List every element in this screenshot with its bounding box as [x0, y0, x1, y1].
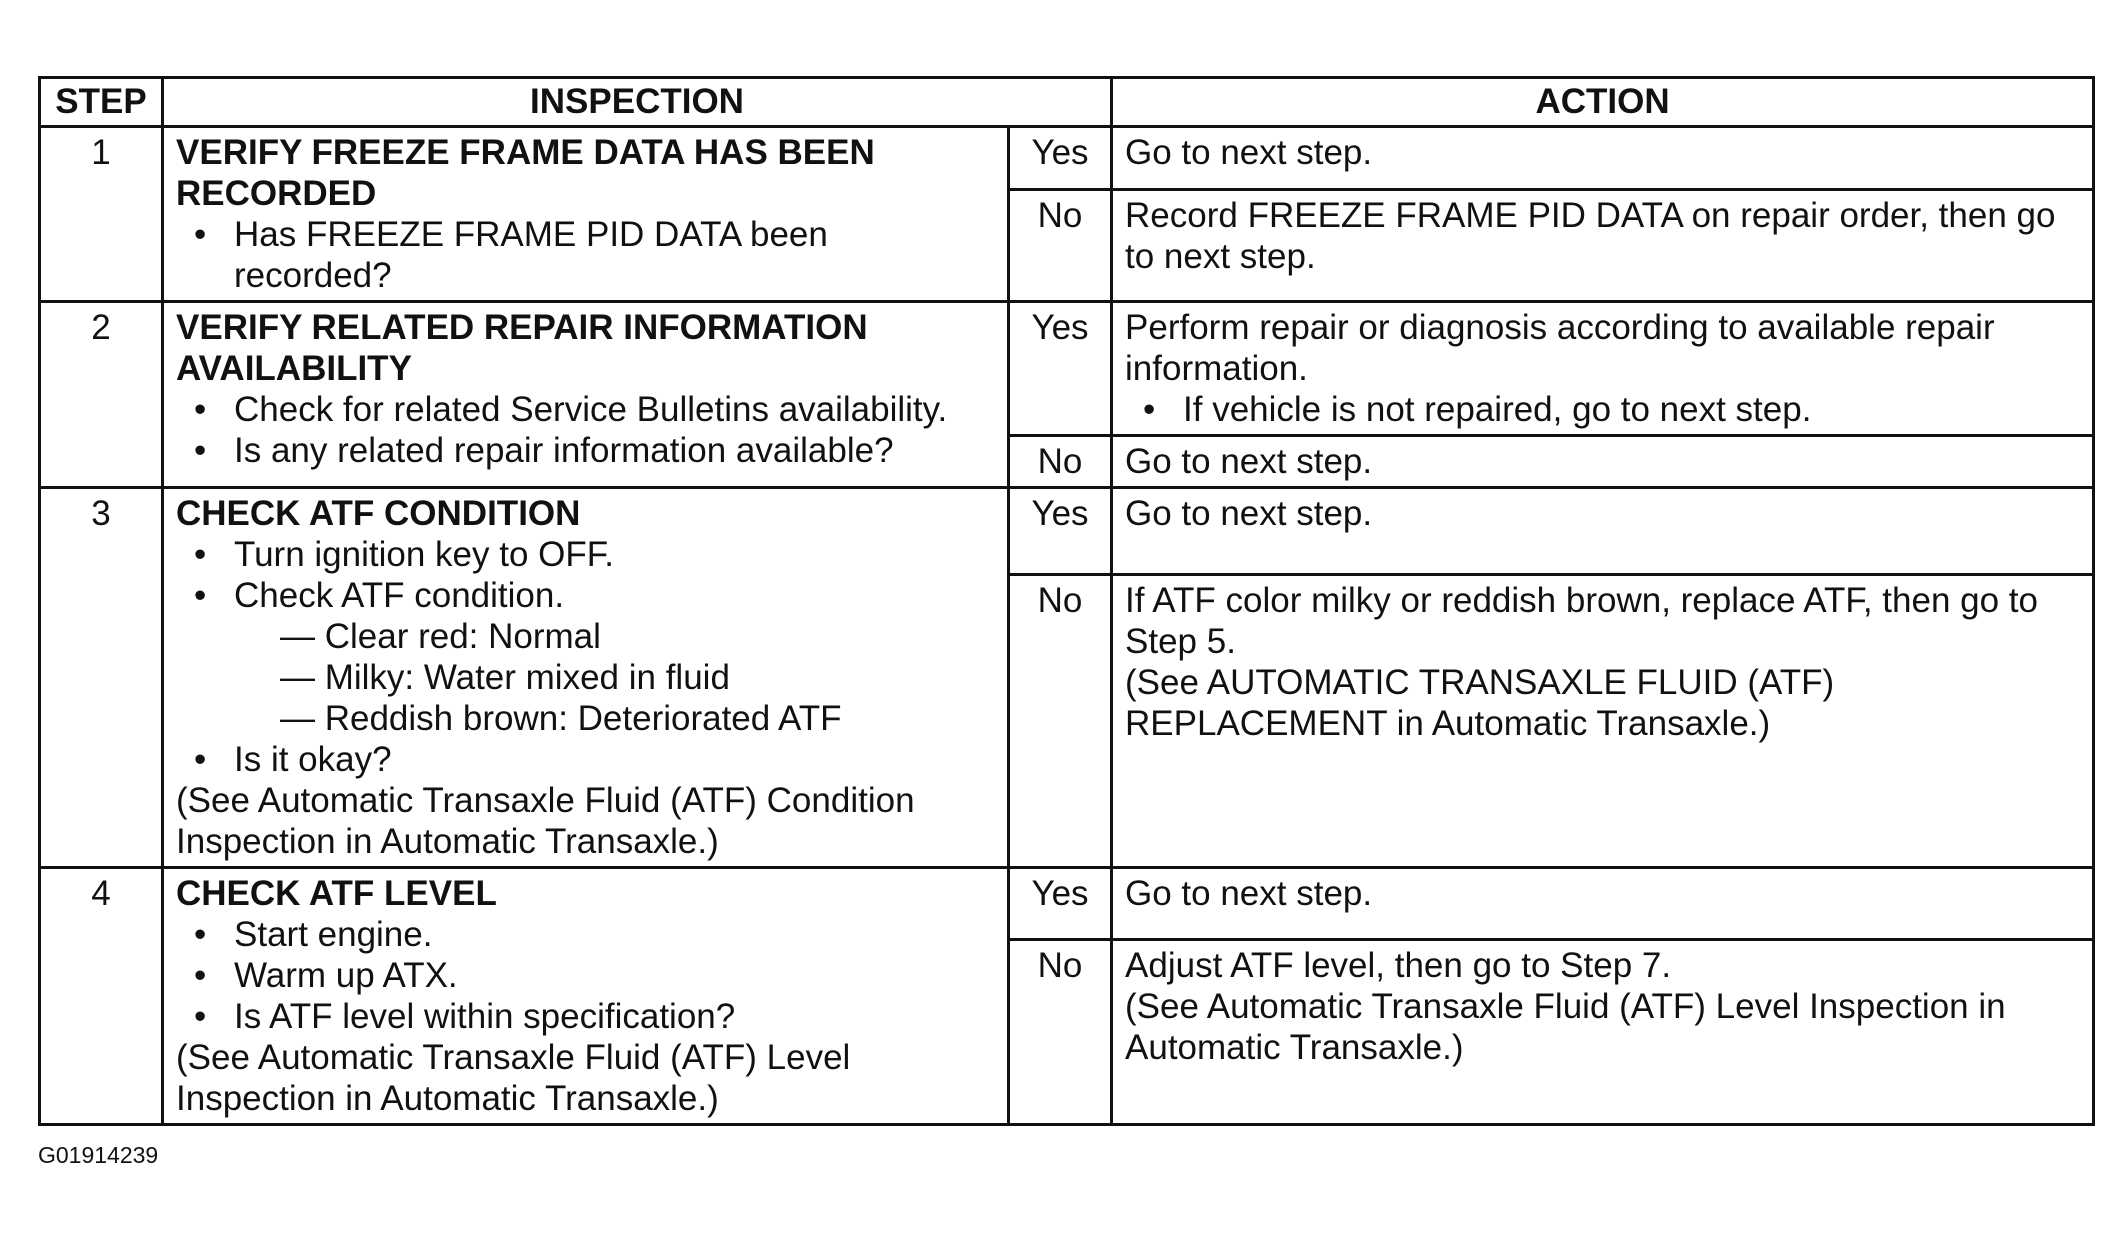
step-title: CHECK ATF CONDITION [176, 494, 581, 533]
no-action-text: Adjust ATF level, then go to Step 7. [1125, 945, 1672, 985]
header-step: STEP [40, 78, 163, 127]
inspection-bullet: • Check for related Service Bulletins availability. [234, 389, 995, 430]
inspection-bullets [176, 214, 995, 296]
yes-label: Yes [1009, 488, 1112, 575]
no-action [1112, 575, 2094, 868]
step-inspection [163, 488, 1009, 868]
no-action-text: (See Automatic Transaxle Fluid (ATF) Level Inspection in Automatic Transaxle.) [1125, 986, 2006, 1067]
inspection-bullets [176, 914, 995, 1037]
yes-action-text: Go to next step. [1125, 133, 1373, 172]
no-action [1112, 436, 2094, 488]
step-title: VERIFY FREEZE FRAME DATA HAS BEEN RECORDED [176, 133, 875, 213]
inspection-bullet: • Turn ignition key to OFF. [234, 534, 995, 575]
no-action [1112, 939, 2094, 1124]
step-inspection [163, 868, 1009, 1125]
inspection-bullet: • Is any related repair information available? [234, 430, 995, 471]
yes-action [1112, 488, 2094, 575]
inspection-bullet: • Is ATF level within specification? [234, 996, 995, 1037]
header-action: ACTION [1112, 78, 2094, 127]
inspection-bullet: • Start engine. [234, 914, 995, 955]
yes-label: Yes [1009, 127, 1112, 190]
inspection-bullet: • Check ATF condition. [234, 575, 995, 616]
no-label: No [1009, 189, 1112, 301]
inspection-subitem: — Milky: Water mixed in fluid [280, 658, 730, 697]
no-label: No [1009, 575, 1112, 868]
step-number: 4 [40, 868, 163, 1125]
inspection-bullet: • Has FREEZE FRAME PID DATA been recorded? [234, 214, 995, 296]
no-label: No [1009, 436, 1112, 488]
step-number: 2 [40, 302, 163, 488]
figure-id: G01914239 [38, 1142, 159, 1168]
inspection-bullet: • Is it okay? [234, 739, 995, 780]
step-row [40, 302, 2094, 436]
no-action [1112, 189, 2094, 301]
yes-action [1112, 127, 2094, 190]
table-body [40, 127, 2094, 1125]
yes-action [1112, 302, 2094, 436]
no-label: No [1009, 939, 1112, 1124]
yes-action-text: Go to next step. [1125, 494, 1373, 533]
step-row [40, 127, 2094, 190]
yes-label: Yes [1009, 868, 1112, 940]
yes-action-text: Go to next step. [1125, 874, 1373, 913]
yes-action-text: Perform repair or diagnosis according to available repair information. [1125, 308, 1995, 388]
header-row [40, 78, 2094, 127]
diagnostic-table [38, 76, 2095, 1126]
step-inspection [163, 127, 1009, 302]
inspection-reference-note: (See Automatic Transaxle Fluid (ATF) Level Inspection in Automatic Transaxle.) [176, 1038, 851, 1118]
inspection-reference-note: (See Automatic Transaxle Fluid (ATF) Condition Inspection in Automatic Transaxle.) [176, 781, 915, 861]
yes-label: Yes [1009, 302, 1112, 436]
inspection-subitem: — Reddish brown: Deteriorated ATF [280, 699, 842, 738]
no-action-text: If ATF color milky or reddish brown, replace ATF, then go to Step 5. [1125, 581, 2038, 662]
step-number: 3 [40, 488, 163, 868]
action-bullet: • If vehicle is not repaired, go to next step. [1183, 389, 2080, 430]
header-inspection: INSPECTION [163, 78, 1112, 127]
step-row [40, 488, 2094, 575]
inspection-bullet: • Warm up ATX. [234, 955, 995, 996]
step-title: VERIFY RELATED REPAIR INFORMATION AVAILABILITY [176, 308, 868, 388]
step-row [40, 868, 2094, 940]
no-action-text: Record FREEZE FRAME PID DATA on repair order, then go to next step. [1125, 195, 2056, 276]
no-action-text: Go to next step. [1125, 442, 1373, 481]
step-number: 1 [40, 127, 163, 302]
inspection-bullets [176, 739, 995, 780]
yes-action [1112, 868, 2094, 940]
no-action-text: (See AUTOMATIC TRANSAXLE FLUID (ATF) REPLACEMENT in Automatic Transaxle.) [1125, 663, 1835, 744]
inspection-subitem: — Clear red: Normal [280, 617, 601, 656]
inspection-bullets [176, 389, 995, 471]
inspection-bullets [176, 534, 995, 616]
action-bullets [1125, 389, 2080, 430]
step-inspection [163, 302, 1009, 488]
step-title: CHECK ATF LEVEL [176, 874, 497, 913]
